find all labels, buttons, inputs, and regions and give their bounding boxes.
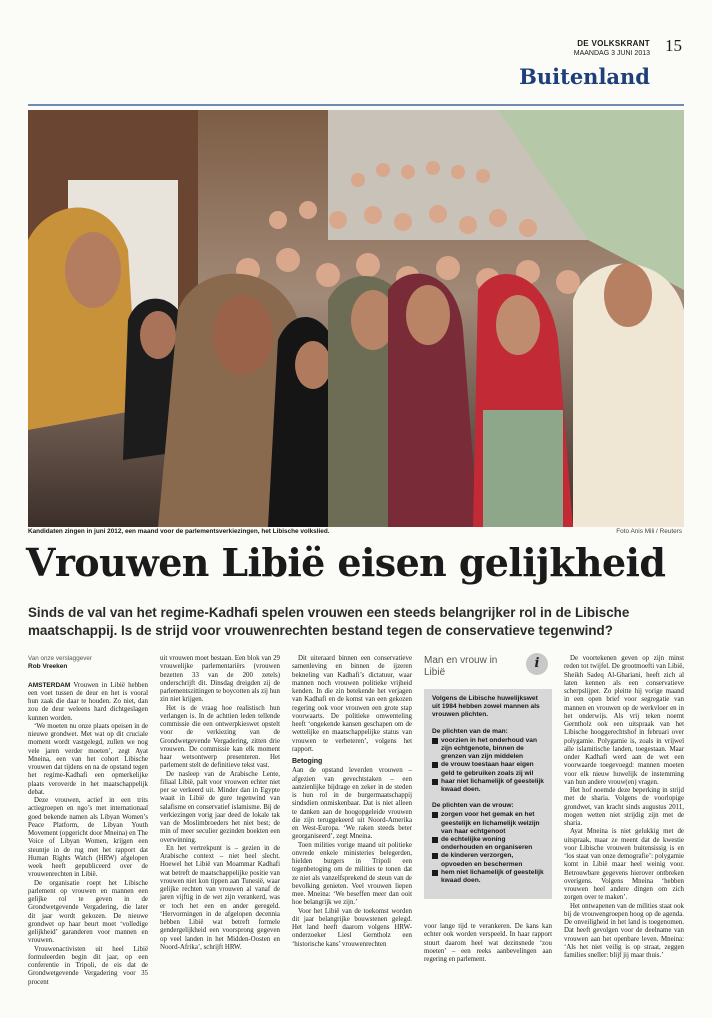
list-item: hem niet lichamelijk of geestelijk kwaad doen.	[432, 869, 544, 885]
bullet-square-icon	[432, 812, 438, 818]
bullet-square-icon	[432, 837, 438, 843]
paragraph: Het hof noemde deze beperking in strijd met de sharia. Volgens de voorlopige grondwet, van kracht sinds augustus 2011, mogen wetten niet strijdig zijn met de sharia.	[564, 787, 684, 827]
article-body	[28, 655, 684, 995]
paragraph: Deze vrouwen, actief in een trits actiegroepen en ngo’s met internationaal goed bekende namen als Libyan Women’s Peace Platform, de Libyan Youth Movement (opgericht door Mneina) en The Voice of Libyan Women, krijgen een steuntje in de rug met het rapport dat Human Rights Watch (HRW) afgelopen week heeft gepubliceerd over de vrouwenrechten in Libië.	[28, 797, 148, 879]
paragraph: Dit uiteraard binnen een conservatieve samenleving en binnen de ijzeren bekneling van Kadhafi’s dictatuur, waar mannen noch vrouwen politieke vrijheid kenden. In die zin betekende het verjagen van Kadhafi en de komst van een gekozen regering ook voor vrouwen een grote stap voorwaarts. De politieke omwenteling heeft ‘ongekende kansen geschapen om de wettelijke en maatschappelijke status van vrouwen te verbeteren’, volgens het rapport.	[292, 655, 412, 753]
column-5	[564, 655, 684, 960]
bullet-square-icon	[432, 853, 438, 859]
dateline: AMSTERDAM	[28, 681, 71, 689]
headline: Vrouwen Libië eisen gelijkheid	[26, 540, 666, 585]
publication-date: MAANDAG 3 JUNI 2013	[573, 50, 650, 57]
list-item: de kinderen verzorgen, opvoeden en beschermen	[432, 852, 544, 868]
paragraph: Voor het Libië van de toekomst worden dit jaar belangrijke bouwstenen gelegd. Het land heeft daarom volgens HRW-onderzoeker Liesl Gerntholz een ‘historische kans’ vrouwenrechten	[292, 907, 412, 948]
duties-woman	[432, 802, 544, 885]
column-1	[28, 655, 148, 987]
info-box-intro: Volgens de Libische huwelijkswet uit 1984 hebben zowel mannen als vrouwen plichten.	[432, 695, 540, 719]
paragraph: Vrouwenactivisten uit heel Libië formuleerden begin dit jaar, op een conferentie in Tripoli, de eis dat de Grondwetgevende Vergadering voor 35 procent	[28, 945, 148, 986]
paragraph: Ayat Mneina is niet gelukkig met de uitspraak, maar ze meent dat de kwestie voor Libische vrouwen buitensissig is en ‘los staat van onze demografie’: polygamie komt in Libië maar heel weinig voor. Betrouwbare gegevens hierover ontbreken overigens. Volgens Mneina ‘hebben vrouwen heel andere dingen om zich zorgen over te maken’.	[564, 828, 684, 902]
paragraph: Aan de opstand leverden vrouwen – afgezien van gevechtstaken – een aanzienlijke bijdrage en zeker in de steden is hun rol in de burgermaatschappij sindsdien onmiskenbaar. Dat is niet alleen te danken aan de hoogopgeleide vrouwen die zijn teruggekeerd uit Noord-Amerika en West-Europa. ‘We raken steeds beter georganiseerd’, zegt Mneina.	[292, 767, 412, 841]
main-photo	[28, 110, 684, 527]
list-item: voorzien in het onderhoud van zijn echtgenote, binnen de grenzen van zijn middelen	[432, 737, 544, 762]
paragraph: De voortekenen geven op zijn minst reden tot twijfel. De grootmoefti van Libië, Sheikh Sadeq Al-Ghariani, heeft zich al laten kennen als een conservatieve scherpslijper. Zo pleitte hij vorige maand in een open brief voor segregatie van mannen en vrouwen op de werkvloer en in het onderwijs. Als vrij teken noemt Gerntholz ook een uitspraak van het Libische hooggerechtshof in februari over polygamie. Polygamie is, zoals in vrijwel alle islamitische landen, toegestaan. Maar onder Kadhafi werd aan de wet een voorwaarde toegevoegd: mannen moeten voor elk nieuw huwelijk de instemming van hun andere vrouw(en) vragen.	[564, 655, 684, 786]
section-title: Buitenland	[519, 64, 650, 89]
paragraph: En het vertrekpunt is – gezien in de Arabische context – niet heel slecht. Hoewel het Libië van Moammar Kadhafi wat betreft de maatschappelijke positie van vrouwen niet kon tippen aan Tunesië, waar gelijke rechten van vrouwen al vanaf de jaren vijftig in de wet zijn verankerd, was er toch het een en ander geregeld. ‘Hervormingen in de afgelopen decennia hebben Libië wat betreft formele gendergelijkheid een voorsprong gegeven op veel landen in het Midden-Oosten en Noord-Afrika’, schrijft HRW.	[160, 844, 280, 951]
paragraph: AMSTERDAM Vrouwen in Libië hebben een voet tussen de deur en het is vooral hun zaak die daar te houden. Zo niet, dan zou de deur weleens hard dichtgeslagen kunnen worden.	[28, 681, 148, 722]
duties-man	[432, 728, 544, 795]
section-rule	[28, 104, 684, 106]
info-icon: i	[526, 653, 548, 675]
masthead	[0, 10, 712, 105]
duties-woman-title: De plichten van de vrouw:	[432, 802, 514, 810]
bullet-square-icon	[432, 870, 438, 876]
byline-name: Rob Vreeken	[28, 663, 68, 671]
column-2	[160, 655, 280, 952]
column-3	[292, 655, 412, 949]
list-item: zorgen voor het gemak en het geestelijk en lichamelijk welzijn van haar echtgenoot	[432, 811, 544, 836]
list-item: de vrouw toestaan haar eigen geld te gebruiken zoals zij wil	[432, 761, 544, 777]
paragraph: De nasleep van de Arabische Lente, filiaal Libië, palt voor vrouwen echter niet per se verkeerd uit. Minder dan in Egypte waait in Libië de gure tegenwind van salafisme en conservatief islamisme. Bij de verkiezingen vorig jaar deed de lokale tak van de Moslimbroeders het niet best; de min of meer seculier gezinden boekten een overwinning.	[160, 770, 280, 844]
paragraph: Het ontwapenen van de milities staat ook bij de vrouwengroepen hoog op de agenda. De onveiligheid in het land is toegenomen. Dat heeft gevolgen voor de deelname van vrouwen aan het openbare leven. Mneina: ‘Als het niet veilig is op straat, zeggen families sneller: blijf jij maar thuis.’	[564, 902, 684, 959]
duties-man-title: De plichten van de man:	[432, 727, 508, 735]
info-box-body	[424, 689, 552, 899]
page-number: 15	[665, 36, 682, 55]
paragraph: De organisatie roept het Libische parlement op vrouwen en mannen een gelijke rol te geven in de Grondwetgevende Vergadering, die later dit jaar wordt gekozen. De nieuwe grondwet op haar beurt moet ‘volledige gelijkheid’ garanderen voor mannen en vrouwen.	[28, 879, 148, 945]
info-box-title: Man en vrouw in Libië	[424, 655, 498, 678]
paragraph: Toen milities vorige maand uit politieke onvrede enkele ministeries belegerden, hielden burgers in Tripoli een tegenbetoging om de milities te tonen dat ze niet als vanzelfsprekend de steun van de bevolking genieten. Veel vrouwen liepen mee. Mneina: ‘We beseffen meer dan ooit hoe belangrijk we zijn.’	[292, 841, 412, 907]
article-intro: Sinds de val van het regime-Kadhafi spelen vrouwen een steeds belangrijker rol in de Libische maatschappij. Is de strijd voor vrouwenrechten bestand tegen de conservatieve tegenwind?	[28, 605, 630, 638]
list-item: de echtelijke woning onderhouden en organiseren	[432, 836, 544, 852]
info-box	[424, 655, 552, 899]
paragraph: ‘We moeten nu onze plaats opeisen in de nieuwe grondwet. Met wat op dit cruciale moment wordt vastgelegd, zullen we nog vele jaren verder moeten’, zegt Ayat Mneina, een van het cohort Libische vrouwen dat tijdens en na de opstand tegen het regime-Kadhafi een opmerkelijke plaats veroverde in het maatschappelijk debat.	[28, 722, 148, 796]
paper-name: DE VOLKSKRANT	[577, 39, 650, 48]
paragraph: uit vrouwen moet bestaan. Een blok van 29 vrouwelijke parlementariërs (vrouwen bezetten 33 van de 200 zetels) onderschrijft dit. Dinsdag dreigden zij de parlementszittingen te boycotten als zij hun zin niet krijgen.	[160, 655, 280, 704]
crowd-photo-illustration	[28, 110, 684, 527]
photo-credit: Foto Anis Mili / Reuters	[616, 528, 682, 535]
subheading: Betoging	[292, 758, 323, 765]
bullet-square-icon	[432, 762, 438, 768]
bullet-square-icon	[432, 738, 438, 744]
paragraph: voor lange tijd te verankeren. De kans kan echter ook worden verspeeld. In haar rapport stuurt daarom heel wat dezinsnede ‘zou moeten’ – een reeks aanbevelingen aan regering en parlement.	[424, 923, 552, 963]
list-item: haar niet lichamelijk of geestelijk kwaad doen.	[432, 778, 544, 794]
byline-label: Van onze verslaggever	[28, 655, 92, 662]
bullet-square-icon	[432, 779, 438, 785]
paragraph: Het is de vraag hoe realistisch hun verlangen is. In de achttien leden tellende commissie die een ontwerpkieswet opstelt voor de verkiezing van de Grondwetgevende Vergadering, zitten drie vrouwen. De commissie kan elk moment haar wetsontwerp presenteren. Het parlement stelt de definitieve tekst vast.	[160, 704, 280, 770]
photo-caption: Kandidaten zingen in juni 2012, een maand voor de parlementsverkiezingen, het Libische volkslied.	[28, 528, 330, 535]
